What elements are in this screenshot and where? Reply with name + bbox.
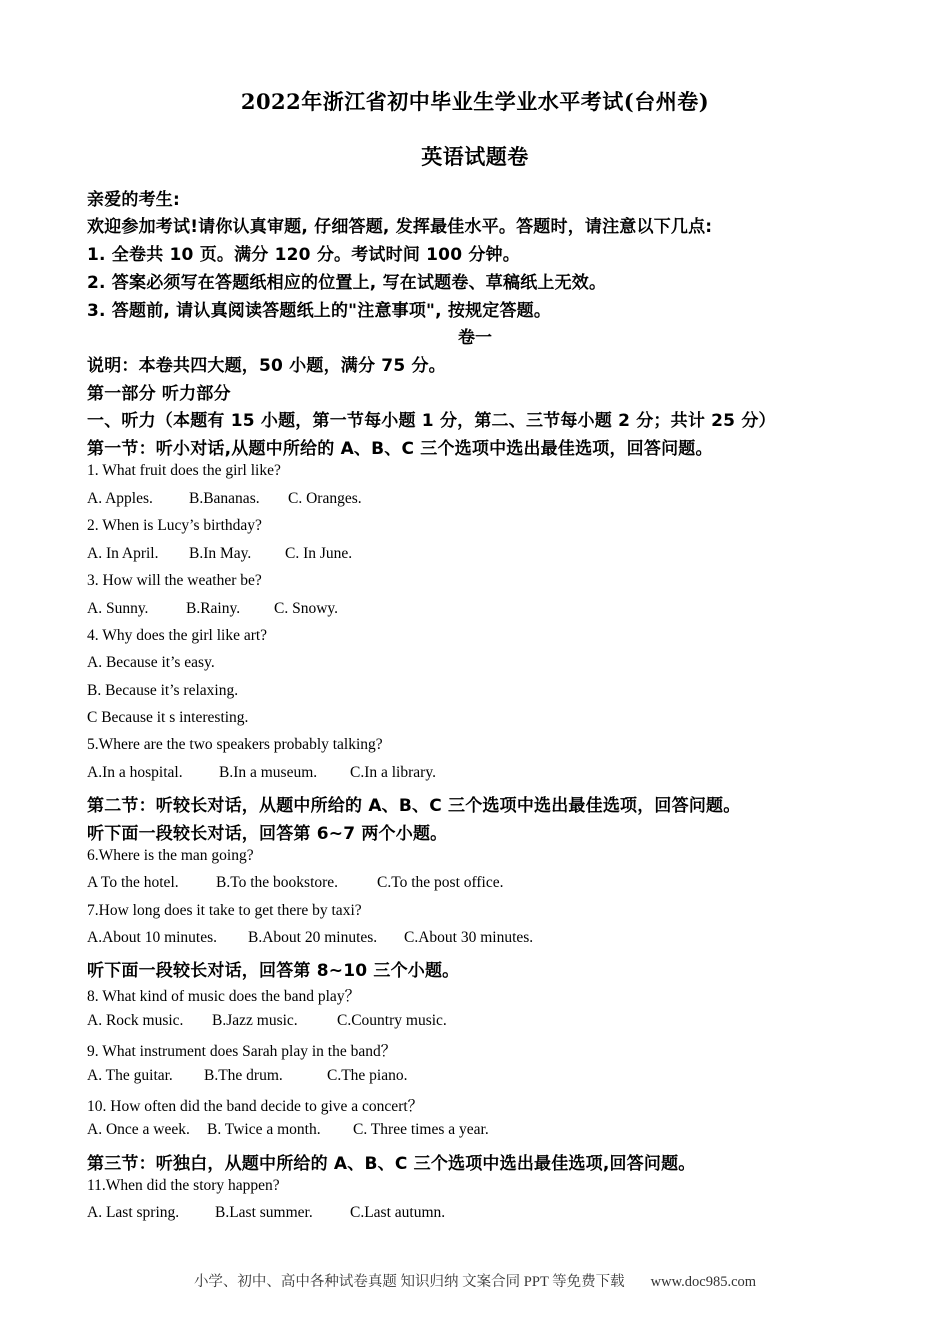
option-b: B.Rainy. bbox=[186, 600, 241, 617]
option-c: C.In a library. bbox=[350, 764, 436, 781]
question-5-options bbox=[87, 764, 436, 782]
subsection-3-title: 第三节：听独白，从题中所给的 A、B、C 三个选项中选出最佳选项,回答问题。 bbox=[87, 1154, 696, 1174]
question-6-options bbox=[87, 874, 503, 892]
option-a: A To the hotel. bbox=[87, 874, 179, 891]
subsection-2-title: 第二节：听较长对话，从题中所给的 A、B、C 三个选项中选出最佳选项，回答问题。 bbox=[87, 796, 741, 816]
footer-url[interactable]: www.doc985.com bbox=[650, 1274, 757, 1290]
question-8: 8. What kind of music does the band play？ bbox=[87, 988, 361, 1005]
option-a: A. In April. bbox=[87, 545, 159, 562]
option-a: A.About 10 minutes. bbox=[87, 929, 218, 946]
question-3-options bbox=[87, 600, 338, 618]
option-b: B.In a museum. bbox=[219, 764, 318, 781]
question-1-options bbox=[87, 490, 362, 508]
option-c: C.The piano. bbox=[327, 1067, 408, 1084]
question-11: 11.When did the story happen? bbox=[87, 1177, 280, 1194]
instruction-3: 3. 答题前, 请认真阅读答题纸上的"注意事项", 按规定答题。 bbox=[87, 301, 552, 321]
option-c: C. In June. bbox=[285, 545, 353, 562]
question-2: 2. When is Lucy’s birthday? bbox=[87, 517, 262, 534]
question-5: 5.Where are the two speakers probably talking? bbox=[87, 736, 383, 753]
welcome-text: 欢迎参加考试!请你认真审题, 仔细答题, 发挥最佳水平。答题时，请注意以下几点: bbox=[87, 217, 713, 237]
question-9-options bbox=[87, 1067, 408, 1085]
question-6: 6.Where is the man going? bbox=[87, 847, 254, 864]
question-7: 7.How long does it take to get there by taxi? bbox=[87, 902, 362, 919]
option-c: C. Three times a year. bbox=[353, 1121, 489, 1138]
option-b: B.To the bookstore. bbox=[216, 874, 339, 891]
question-10-options bbox=[87, 1121, 489, 1139]
option-b: B.The drum. bbox=[204, 1067, 283, 1084]
exam-subtitle: 英语试题卷 bbox=[421, 144, 529, 169]
question-1: 1. What fruit does the girl like? bbox=[87, 462, 281, 479]
option-c: C. Snowy. bbox=[274, 600, 339, 617]
option-b: B.About 20 minutes. bbox=[248, 929, 378, 946]
option-b: B.Last summer. bbox=[215, 1204, 313, 1221]
question-2-options bbox=[87, 545, 352, 563]
question-10: 10. How often did the band decide to give a concert？ bbox=[87, 1098, 424, 1115]
volume-description: 说明：本卷共四大题，50 小题，满分 75 分。 bbox=[87, 356, 446, 376]
option-c: C.About 30 minutes. bbox=[404, 929, 534, 946]
instruction-1: 1. 全卷共 10 页。满分 120 分。考试时间 100 分钟。 bbox=[87, 245, 520, 265]
option-c: C.Last autumn. bbox=[350, 1204, 446, 1221]
greeting: 亲爱的考生: bbox=[87, 190, 180, 210]
option-b: B. Twice a month. bbox=[207, 1121, 321, 1138]
dialog-2-instruction: 听下面一段较长对话，回答第 8~10 三个小题。 bbox=[87, 961, 460, 981]
part-title: 第一部分 听力部分 bbox=[87, 384, 231, 404]
option-a: A. Apples. bbox=[87, 490, 153, 507]
option-c: C. Oranges. bbox=[288, 490, 362, 507]
question-4-option-a: A. Because it’s easy. bbox=[87, 654, 215, 671]
option-b: B.Jazz music. bbox=[212, 1012, 298, 1029]
option-a: A. The guitar. bbox=[87, 1067, 173, 1084]
exam-title: 2022年浙江省初中毕业生学业水平考试(台州卷) bbox=[240, 89, 710, 114]
section-title: 一、听力（本题有 15 小题，第一节每小题 1 分，第二、三节每小题 2 分；共计 25 分） bbox=[87, 411, 776, 431]
option-a: A.In a hospital. bbox=[87, 764, 183, 781]
question-4-option-c: C Because it s interesting. bbox=[87, 709, 249, 726]
option-c: C.To the post office. bbox=[377, 874, 504, 891]
question-3: 3. How will the weather be? bbox=[87, 572, 262, 589]
option-b: B.In May. bbox=[189, 545, 252, 562]
option-a: A. Last spring. bbox=[87, 1204, 180, 1221]
question-7-options bbox=[87, 929, 533, 947]
footer-text: 小学、初中、高中各种试卷真题 知识归纳 文案合同 PPT 等免费下载 bbox=[193, 1274, 625, 1290]
instruction-2: 2. 答案必须写在答题纸相应的位置上, 写在试题卷、草稿纸上无效。 bbox=[87, 273, 607, 293]
option-a: A. Rock music. bbox=[87, 1012, 184, 1029]
question-11-options bbox=[87, 1204, 445, 1222]
option-b: B.Bananas. bbox=[189, 490, 260, 507]
page-footer bbox=[0, 1270, 950, 1291]
question-4-option-b: B. Because it’s relaxing. bbox=[87, 682, 239, 699]
option-a: A. Once a week. bbox=[87, 1121, 190, 1138]
question-9: 9. What instrument does Sarah play in the band？ bbox=[87, 1043, 397, 1060]
question-8-options bbox=[87, 1012, 447, 1030]
option-a: A. Sunny. bbox=[87, 600, 149, 617]
option-c: C.Country music. bbox=[337, 1012, 447, 1029]
subsection-1-title: 第一节：听小对话,从题中所给的 A、B、C 三个选项中选出最佳选项，回答问题。 bbox=[87, 439, 713, 459]
question-4: 4. Why does the girl like art? bbox=[87, 627, 268, 644]
dialog-1-instruction: 听下面一段较长对话，回答第 6~7 两个小题。 bbox=[87, 824, 448, 844]
volume-label: 卷一 bbox=[458, 328, 492, 348]
